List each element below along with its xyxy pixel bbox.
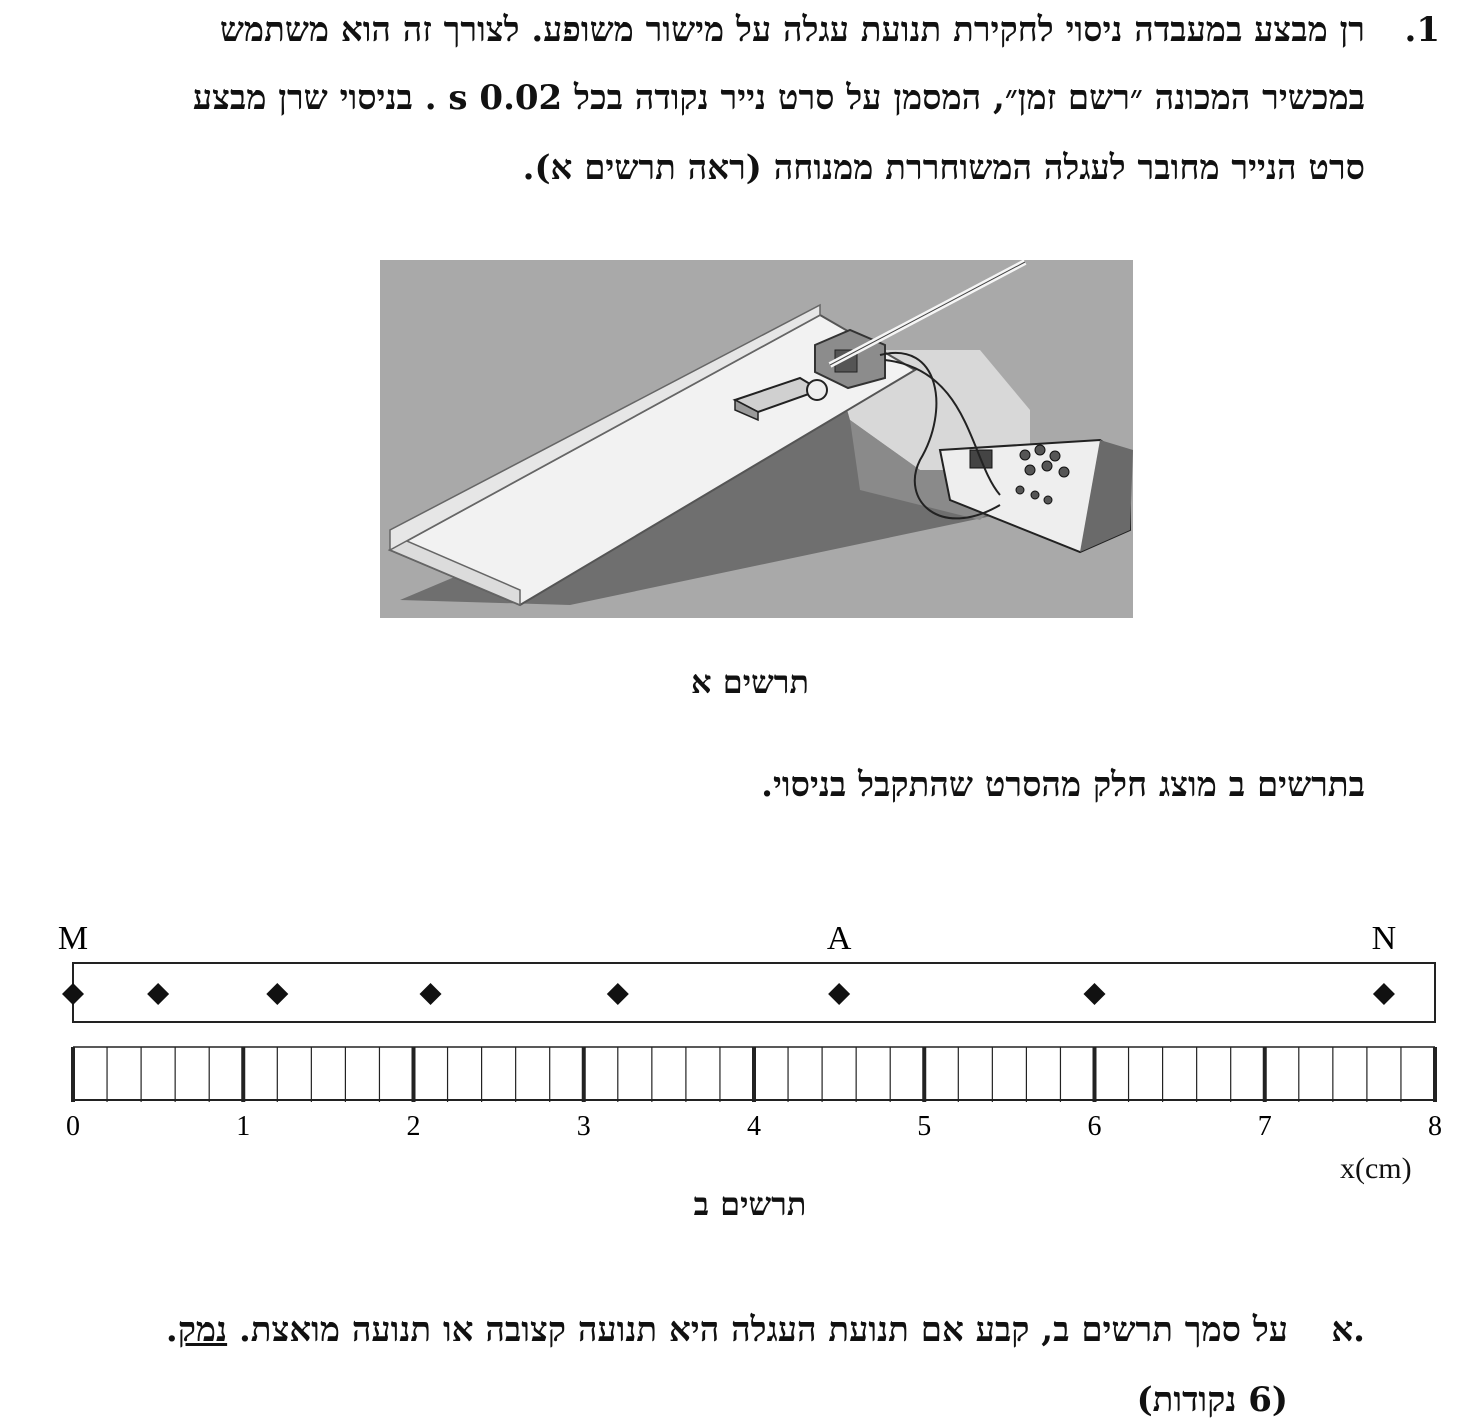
ruler-tick-label-8: 8 <box>1428 1111 1442 1142</box>
ruler-tick-label-1: 1 <box>236 1111 251 1142</box>
question-number: .1 <box>1404 10 1440 50</box>
sub-question-letter: א. <box>1331 1310 1365 1350</box>
question-line-2: במכשיר המכונה ״רשם זמן״, המסמן על סרט נייר נקודה בכל 0.02 s . בניסוי שרן מבצע <box>192 78 1365 118</box>
ruler-tick-label-7: 7 <box>1257 1111 1272 1142</box>
sub-question-body: על סמך תרשים ב, קבע אם תנועת העגלה היא תנועה קצובה או תנועה מואצת. <box>238 1310 1288 1350</box>
ruler-tick-label-6: 6 <box>1087 1111 1102 1142</box>
figure-b-tape-diagram <box>40 905 1458 1142</box>
ruler-tick-label-2: 2 <box>406 1111 421 1142</box>
ruler-tick-label-4: 4 <box>747 1111 761 1142</box>
reason-period: . <box>165 1310 178 1350</box>
reason-word: נמק <box>177 1310 228 1350</box>
ruler-tick-label-3: 3 <box>576 1111 591 1142</box>
axis-unit-label: x(cm) <box>1340 1152 1412 1185</box>
figure-b-caption: תרשים ב <box>693 1185 807 1223</box>
figure-a-caption: תרשים א <box>691 663 809 701</box>
question-line-1: רן מבצע במעבדה ניסוי לחקירת תנועת עגלה על מישור משופע. לצורך זה הוא משתמש <box>219 10 1365 50</box>
figure-a-illustration <box>380 260 1133 618</box>
points-label: (6 נקודות) <box>1136 1380 1288 1420</box>
point-label-m: M <box>57 920 89 957</box>
point-label-a: A <box>826 920 852 957</box>
point-label-n: N <box>1371 920 1397 957</box>
figure-b-intro: בתרשים ב מוצג חלק מהסרט שהתקבל בניסוי. <box>761 765 1365 805</box>
sub-question-text <box>166 1310 1288 1350</box>
ruler-tick-label-5: 5 <box>917 1111 932 1142</box>
question-line-3: סרט הנייר מחובר לעגלה המשוחררת ממנוחה (ראה תרשים א). <box>522 148 1365 188</box>
ruler-tick-label-0: 0 <box>66 1111 80 1142</box>
